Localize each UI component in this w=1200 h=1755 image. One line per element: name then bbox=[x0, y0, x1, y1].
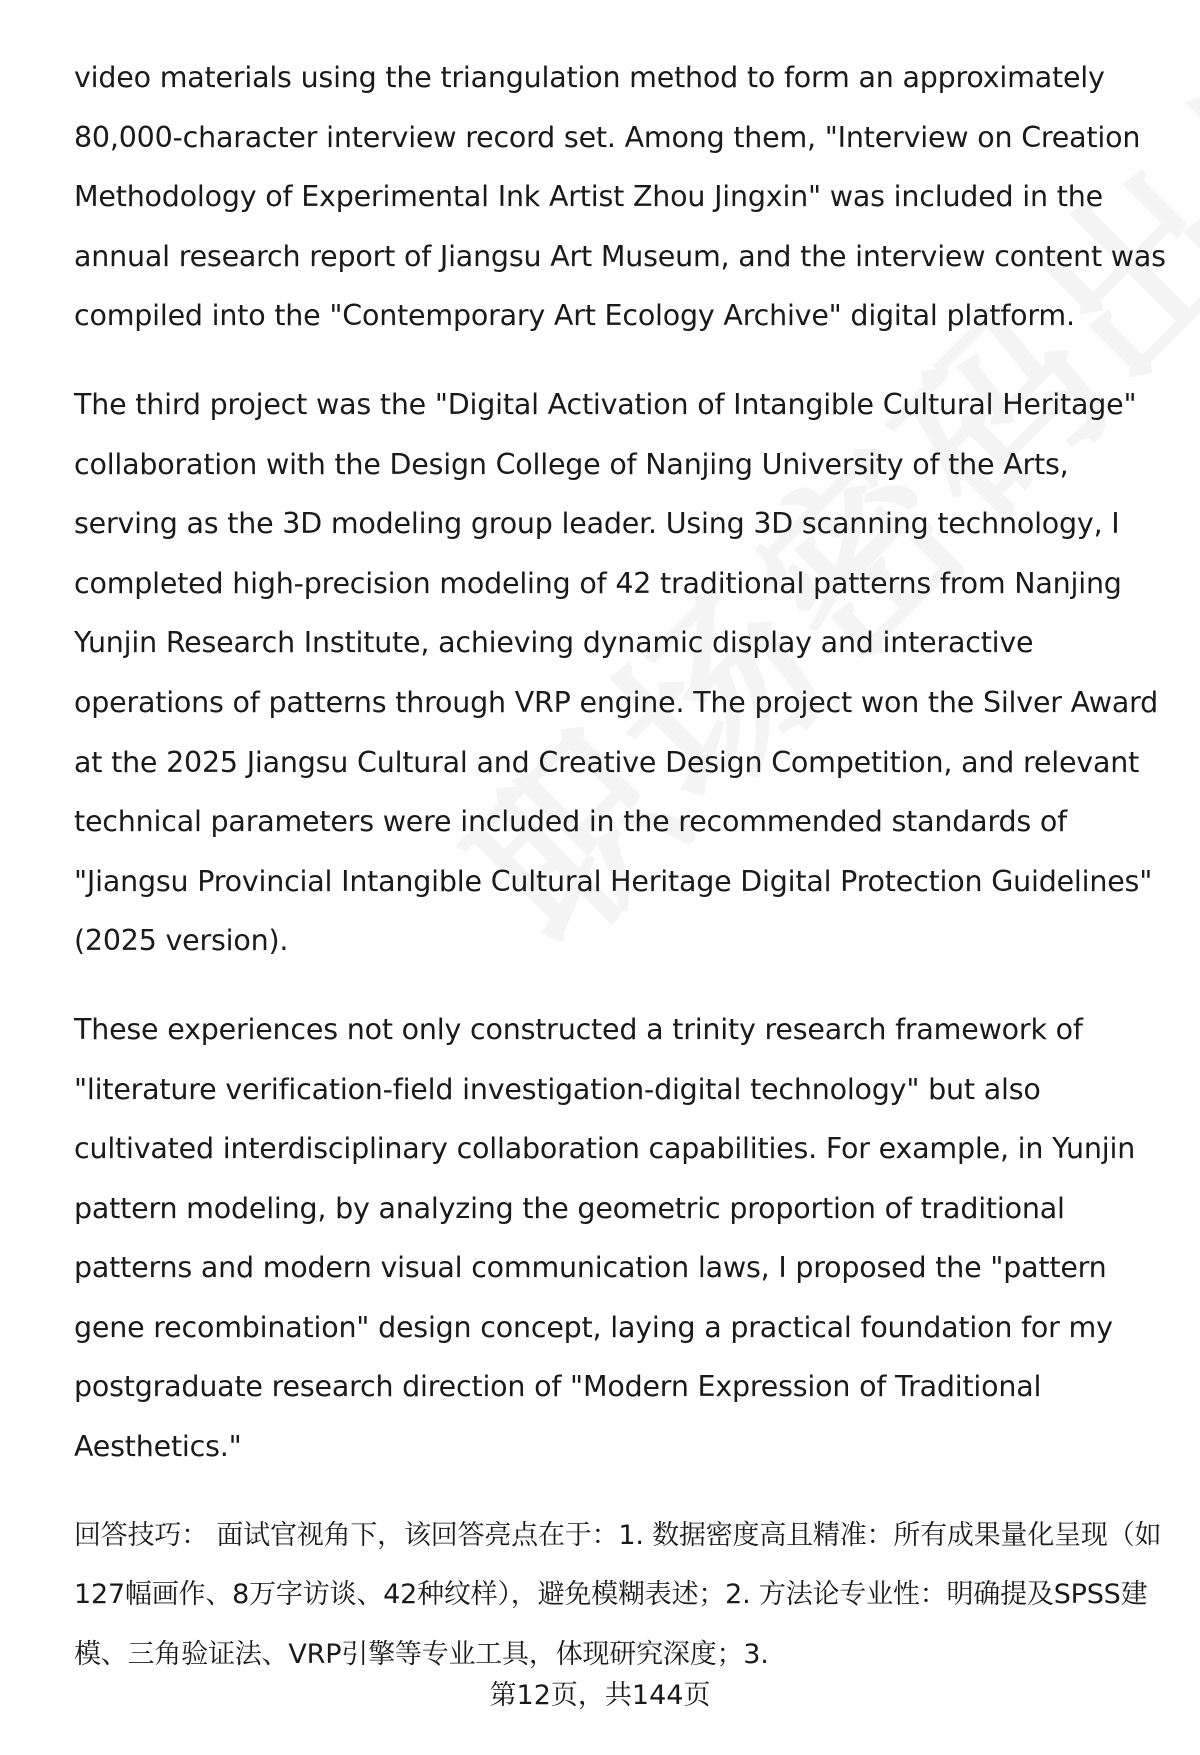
page-footer: 第12页，共144页 bbox=[489, 1680, 711, 1711]
paragraph-experience-summary: These experiences not only constructed a trinity research framework of "literature verification-field investigation-digital technology" but also cultivated interdisciplinary collaboration capabilities. For example, in Yunjin pattern modeling, by analyzing the geometric proportion of traditional patterns and modern visual communication laws, I proposed the "pattern gene recombination" design concept, laying a practical foundation for my postgraduate research direction of "Modern Expression of Traditional Aesthetics." bbox=[74, 1012, 1136, 1464]
paragraph-interview-records: video materials using the triangulation method to form an approximately 80,000-character interview record set. Among them, "Interview on Creation Methodology of Experimental Ink Artist Zhou Jingxin" was included in the annual research report of Jiangsu Art Museum, and the interview content was compiled into the "Contemporary Art Ecology Archive" digital platform. bbox=[74, 61, 1166, 333]
answer-tips: 回答技巧： 面试官视角下，该回答亮点在于：1. 数据密度高且精准：所有成果量化呈现（如127幅画作、8万字访谈、42种纹样），避免模糊表述；2. 方法论专业性：明确提及SPSS建模、三角验证法、VRP引擎等专业工具，体现研究深度；3. bbox=[74, 1519, 1162, 1670]
paragraph-third-project: The third project was the "Digital Activation of Intangible Cultural Heritage" collaboration with the Design College of Nanjing University of the Arts, serving as the 3D modeling group leader. Using 3D scanning technology, I completed high-precision modeling of 42 traditional patterns from Nanjing Yunjin Research Institute, achieving dynamic display and interactive operations of patterns through VRP engine. The project won the Silver Award at the 2025 Jiangsu Cultural and Creative Design Competition, and relevant technical parameters were included in the recommended standards of "Jiangsu Provincial Intangible Cultural Heritage Digital Protection Guidelines" (2025 version). bbox=[74, 387, 1159, 958]
document-body bbox=[74, 48, 1174, 1713]
